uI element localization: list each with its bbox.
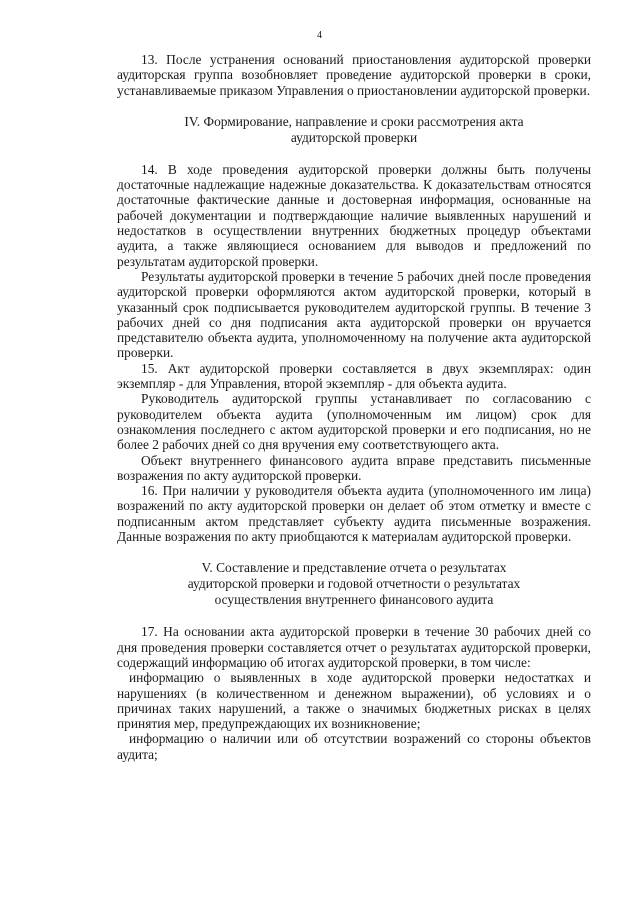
section-4-heading: [117, 114, 591, 146]
section-4-title-line-2: аудиторской проверки: [290, 129, 418, 145]
paragraph-16: 16. При наличии у руководителя объекта аудита (уполномоченного им лица) возражений по акту аудиторской проверки он делает об этом отметку и вместе с подписанным актом представляет субъекту аудита письменные возражения. Данные возражения по акту приобщаются к материалам аудиторской проверки.: [117, 483, 591, 545]
paragraph-14: 14. В ходе проведения аудиторской проверки должны быть получены достаточные надлежащие надежные доказательства. К доказательствам относятся достаточные фактические данные и достоверная информация, основанные на рабочей документации и подтверждающие наличие выявленных нарушений и недостатков в осуществлении внутренних бюджетных процедур объектами аудита, а также являющиеся основанием для выводов и предложений по результатам аудиторской проверки.: [117, 161, 591, 269]
list-item: информацию о наличии или об отсутствии возражений со стороны объектов аудита;: [117, 731, 591, 762]
paragraph-15: 15. Акт аудиторской проверки составляется в двух экземплярах: один экземпляр - для Управления, второй экземпляр - для объекта аудита.: [117, 360, 591, 392]
report-contents-list: [117, 670, 591, 762]
page-number: 4: [317, 30, 322, 41]
list-item: информацию о выявленных в ходе аудиторской проверки недостатках и нарушениях (в количественном и денежном выражении), об условиях и о причинах таких нарушений, а также о значимых бюджетных рисках в целях принятия мер, предупреждающих их возникновение;: [117, 670, 591, 732]
paragraph-14-results: Результаты аудиторской проверки в течение 5 рабочих дней после проведения аудиторской проверки оформляются актом аудиторской проверки, который в указанный срок подписывается руководителем аудиторской группы. В течение 3 рабочих дней со дня подписания акта аудиторской проверки он вручается представителю объекта аудита, уполномоченному на получение акта аудиторской проверки.: [117, 268, 591, 361]
paragraph-15-head: Руководитель аудиторской группы устанавливает по согласованию с руководителем объекта аудита (уполномоченным им лицом) срок для ознакомления последнего с актом аудиторской проверки и его подписания, но не более 2 рабочих дней со дня вручения ему соответствующего акта.: [117, 391, 591, 453]
paragraph-17: 17. На основании акта аудиторской проверки в течение 30 рабочих дней со дня проведения проверки составляется отчет о результатах аудиторской проверки, содержащий информацию об итогах аудиторской проверки, в том числе:: [117, 624, 591, 670]
section-5-heading: [117, 560, 591, 608]
paragraph-13: 13. После устранения оснований приостановления аудиторской проверки аудиторская группа возобновляет проведение аудиторской проверки в сроки, устанавливаемые приказом Управления о приостановлении аудиторской проверки.: [117, 52, 591, 98]
paragraph-15-objections: Объект внутреннего финансового аудита вправе представить письменные возражения по акту аудиторской проверки.: [117, 452, 591, 483]
section-5-title-line-3: осуществления внутреннего финансового аудита: [214, 592, 494, 608]
section-4-title-line-1: IV. Формирование, направление и сроки рассмотрения акта: [184, 113, 524, 129]
section-5-title-line-2: аудиторской проверки и годовой отчетности о результатах: [187, 576, 521, 592]
document-body: [117, 52, 591, 762]
section-5-title-line-1: V. Составление и представление отчета о результатах: [201, 560, 507, 576]
